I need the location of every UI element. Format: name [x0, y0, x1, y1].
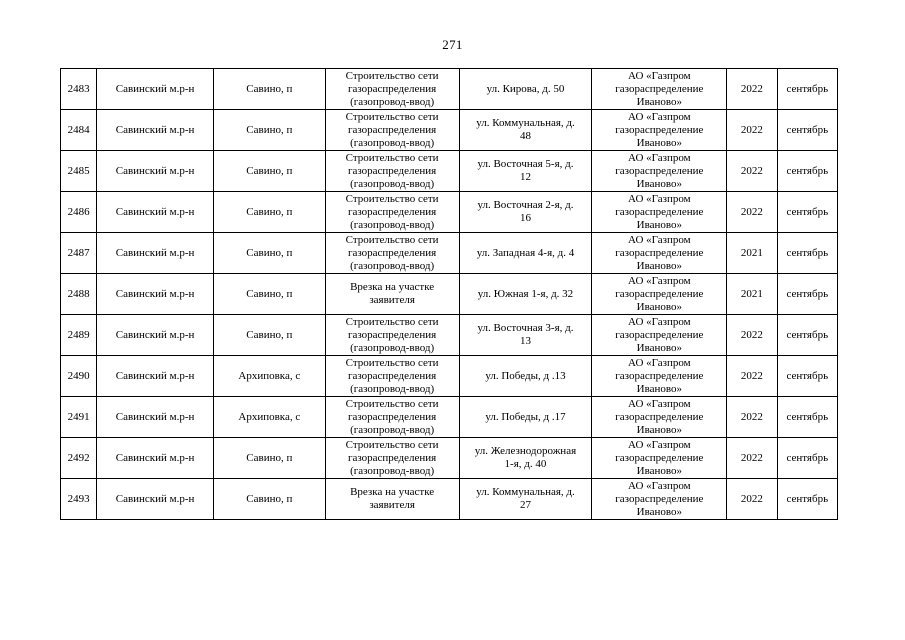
settlement-cell: Архиповка, с	[213, 356, 325, 397]
year-cell: 2022	[727, 356, 777, 397]
district-cell: Савинский м.р-н	[97, 438, 214, 479]
organization-cell: АО «Газпром газораспределение Иваново»	[592, 110, 727, 151]
row-number-cell: 2487	[61, 233, 97, 274]
table-row	[61, 233, 838, 274]
address-cell: ул. Коммунальная, д. 48	[459, 110, 592, 151]
district-cell: Савинский м.р-н	[97, 397, 214, 438]
row-number-cell: 2488	[61, 274, 97, 315]
year-cell: 2022	[727, 315, 777, 356]
gas-connection-table	[60, 68, 838, 520]
year-cell: 2022	[727, 110, 777, 151]
year-cell: 2021	[727, 233, 777, 274]
address-cell: ул. Коммунальная, д. 27	[459, 479, 592, 520]
address-cell: ул. Южная 1-я, д. 32	[459, 274, 592, 315]
month-cell: сентябрь	[777, 274, 837, 315]
work-type-cell: Строительство сети газораспределения (газопровод-ввод)	[325, 233, 459, 274]
address-cell: ул. Победы, д .13	[459, 356, 592, 397]
settlement-cell: Савино, п	[213, 151, 325, 192]
settlement-cell: Савино, п	[213, 479, 325, 520]
district-cell: Савинский м.р-н	[97, 356, 214, 397]
work-type-cell: Строительство сети газораспределения (газопровод-ввод)	[325, 110, 459, 151]
row-number-cell: 2484	[61, 110, 97, 151]
page-number: 271	[442, 37, 463, 52]
work-type-cell: Строительство сети газораспределения (газопровод-ввод)	[325, 397, 459, 438]
month-cell: сентябрь	[777, 69, 837, 110]
table-row	[61, 315, 838, 356]
district-cell: Савинский м.р-н	[97, 192, 214, 233]
address-cell: ул. Победы, д .17	[459, 397, 592, 438]
organization-cell: АО «Газпром газораспределение Иваново»	[592, 315, 727, 356]
organization-cell: АО «Газпром газораспределение Иваново»	[592, 274, 727, 315]
year-cell: 2022	[727, 69, 777, 110]
table-row	[61, 110, 838, 151]
month-cell: сентябрь	[777, 192, 837, 233]
row-number-cell: 2490	[61, 356, 97, 397]
row-number-cell: 2493	[61, 479, 97, 520]
year-cell: 2022	[727, 151, 777, 192]
address-cell: ул. Западная 4-я, д. 4	[459, 233, 592, 274]
table-row	[61, 274, 838, 315]
row-number-cell: 2486	[61, 192, 97, 233]
district-cell: Савинский м.р-н	[97, 315, 214, 356]
address-cell: ул. Восточная 2-я, д. 16	[459, 192, 592, 233]
settlement-cell: Савино, п	[213, 438, 325, 479]
table-row	[61, 397, 838, 438]
work-type-cell: Врезка на участке заявителя	[325, 479, 459, 520]
district-cell: Савинский м.р-н	[97, 274, 214, 315]
table-row	[61, 356, 838, 397]
organization-cell: АО «Газпром газораспределение Иваново»	[592, 479, 727, 520]
work-type-cell: Строительство сети газораспределения (газопровод-ввод)	[325, 151, 459, 192]
settlement-cell: Савино, п	[213, 110, 325, 151]
month-cell: сентябрь	[777, 110, 837, 151]
settlement-cell: Савино, п	[213, 233, 325, 274]
district-cell: Савинский м.р-н	[97, 479, 214, 520]
row-number-cell: 2485	[61, 151, 97, 192]
row-number-cell: 2489	[61, 315, 97, 356]
address-cell: ул. Кирова, д. 50	[459, 69, 592, 110]
month-cell: сентябрь	[777, 397, 837, 438]
year-cell: 2021	[727, 274, 777, 315]
row-number-cell: 2492	[61, 438, 97, 479]
month-cell: сентябрь	[777, 356, 837, 397]
work-type-cell: Строительство сети газораспределения (газопровод-ввод)	[325, 438, 459, 479]
organization-cell: АО «Газпром газораспределение Иваново»	[592, 397, 727, 438]
year-cell: 2022	[727, 192, 777, 233]
month-cell: сентябрь	[777, 151, 837, 192]
table-row	[61, 151, 838, 192]
organization-cell: АО «Газпром газораспределение Иваново»	[592, 233, 727, 274]
table-row	[61, 479, 838, 520]
table-row	[61, 192, 838, 233]
address-cell: ул. Восточная 3-я, д. 13	[459, 315, 592, 356]
organization-cell: АО «Газпром газораспределение Иваново»	[592, 356, 727, 397]
settlement-cell: Савино, п	[213, 315, 325, 356]
settlement-cell: Архиповка, с	[213, 397, 325, 438]
address-cell: ул. Восточная 5-я, д. 12	[459, 151, 592, 192]
settlement-cell: Савино, п	[213, 192, 325, 233]
work-type-cell: Строительство сети газораспределения (газопровод-ввод)	[325, 356, 459, 397]
row-number-cell: 2491	[61, 397, 97, 438]
month-cell: сентябрь	[777, 438, 837, 479]
address-cell: ул. Железнодорожная 1-я, д. 40	[459, 438, 592, 479]
work-type-cell: Врезка на участке заявителя	[325, 274, 459, 315]
settlement-cell: Савино, п	[213, 69, 325, 110]
year-cell: 2022	[727, 397, 777, 438]
table-row	[61, 69, 838, 110]
organization-cell: АО «Газпром газораспределение Иваново»	[592, 438, 727, 479]
table-row	[61, 438, 838, 479]
work-type-cell: Строительство сети газораспределения (газопровод-ввод)	[325, 69, 459, 110]
year-cell: 2022	[727, 438, 777, 479]
row-number-cell: 2483	[61, 69, 97, 110]
year-cell: 2022	[727, 479, 777, 520]
district-cell: Савинский м.р-н	[97, 233, 214, 274]
work-type-cell: Строительство сети газораспределения (газопровод-ввод)	[325, 192, 459, 233]
organization-cell: АО «Газпром газораспределение Иваново»	[592, 151, 727, 192]
month-cell: сентябрь	[777, 233, 837, 274]
organization-cell: АО «Газпром газораспределение Иваново»	[592, 69, 727, 110]
month-cell: сентябрь	[777, 479, 837, 520]
settlement-cell: Савино, п	[213, 274, 325, 315]
district-cell: Савинский м.р-н	[97, 151, 214, 192]
table-body	[61, 69, 838, 520]
work-type-cell: Строительство сети газораспределения (газопровод-ввод)	[325, 315, 459, 356]
organization-cell: АО «Газпром газораспределение Иваново»	[592, 192, 727, 233]
month-cell: сентябрь	[777, 315, 837, 356]
district-cell: Савинский м.р-н	[97, 110, 214, 151]
district-cell: Савинский м.р-н	[97, 69, 214, 110]
